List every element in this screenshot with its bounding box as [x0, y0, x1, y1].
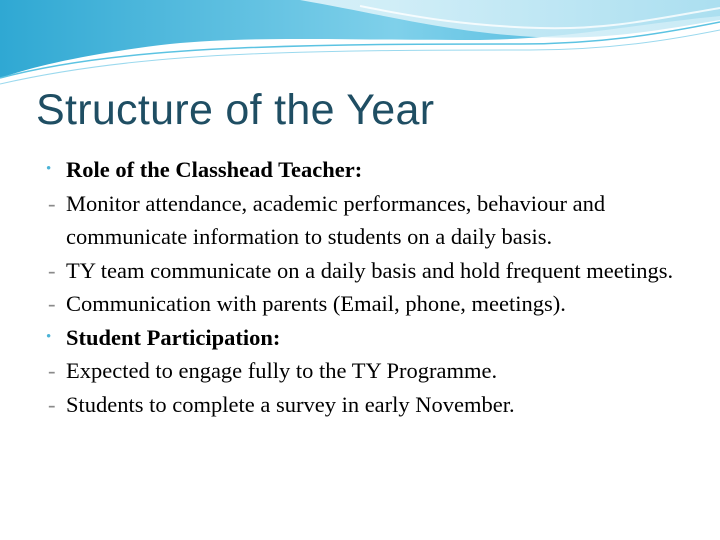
slide-title: Structure of the Year [36, 86, 435, 134]
list-item-text: TY team communicate on a daily basis and hold frequent meetings. [66, 257, 674, 283]
list-item [44, 153, 694, 187]
list-item-text: Students to complete a survey in early November. [66, 391, 515, 417]
list-item [44, 321, 694, 355]
heading-role-classhead: Role of the Classhead Teacher: [66, 157, 363, 182]
list-item-text: Monitor attendance, academic performances, behaviour and communicate information to students on a daily basis. [66, 190, 606, 249]
dash-icon: - [48, 391, 56, 417]
decorative-wave-header [0, 0, 720, 90]
dash-icon: - [48, 190, 56, 216]
bullet-icon: • [46, 328, 52, 345]
heading-student-participation: Student Participation: [66, 324, 281, 350]
bullet-list [44, 153, 694, 421]
list-item [44, 287, 694, 321]
list-item-text: Communication with parents (Email, phone, meetings). [66, 291, 566, 316]
bullet-icon: • [46, 161, 52, 177]
dash-icon: - [48, 291, 56, 316]
list-item [44, 388, 694, 422]
list-item [44, 254, 694, 288]
list-item-text: Expected to engage fully to the TY Programme. [66, 358, 498, 383]
dash-icon: - [48, 257, 56, 283]
list-item [44, 187, 694, 254]
list-item [44, 354, 694, 388]
dash-icon: - [48, 358, 56, 383]
